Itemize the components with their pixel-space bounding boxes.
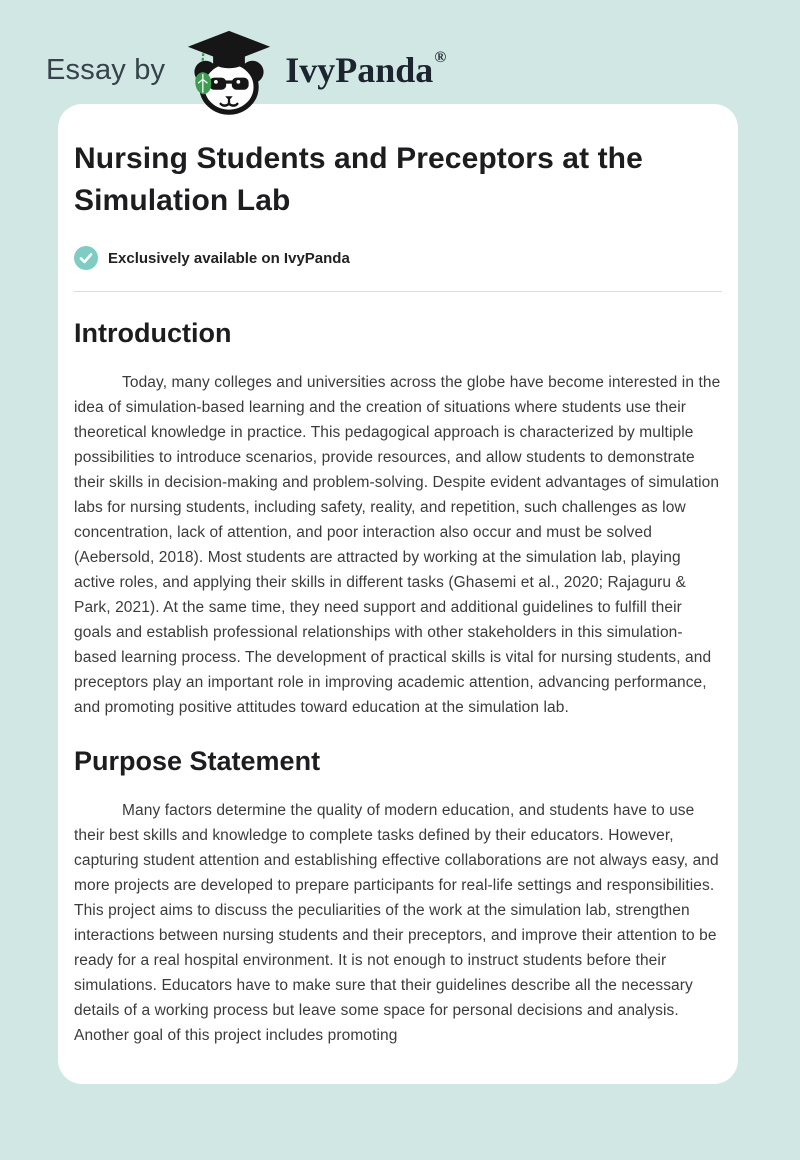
divider: [74, 291, 722, 292]
paragraph: Today, many colleges and universities across the globe have become interested in the idea of simulation-based learning and the creation of situations where students use their theoretical knowledge in practice. This pedagogical approach is characterized by multiple possibilities to introduce scenarios, provide resources, and allow students to demonstrate their skills in decision-making and problem-solving. Despite evident advantages of simulation labs for nursing students, including safety, reality, and repetition, such challenges as low concentration, lack of attention, and poor interaction also occur and must be solved (Aebersold, 2018). Most students are attracted by working at the simulation lab, playing active roles, and applying their skills in different tasks (Ghasemi et al., 2020; Rajaguru & Park, 2021). At the same time, they need support and additional guidelines to fulfill their goals and establish professional relationships with other stakeholders in this simulation-based learning process. The development of practical skills is vital for nursing students, and preceptors play an important role in improving academic attention, advancing performance, and promoting positive attitudes toward education at the simulation lab.: [74, 374, 721, 716]
brand-name[interactable]: [285, 49, 447, 90]
panda-graduate-icon[interactable]: [181, 29, 277, 115]
paragraph: Many factors determine the quality of modern education, and students have to use their best skills and knowledge to complete tasks defined by their educators. However, capturing student attention and establishing effective collaborations are not always easy, and more projects are developed to prepare participants for real-life settings and responsibilities. This project aims to discuss the peculiarities of the work at the simulation lab, strengthen interactions between nursing students and their preceptors, and improve their attention to be ready for a real hospital environment. It is not enough to instruct students before their simulations. Educators have to make sure that their guidelines describe all the necessary details of a working process but leave some space for personal decisions and analysis. Another goal of this project includes promoting: [74, 802, 719, 1044]
exclusive-badge: [74, 246, 722, 270]
brand-name-text: IvyPanda: [285, 50, 434, 90]
essay-by-label: Essay by: [46, 53, 166, 86]
badge-label: Exclusively available on IvyPanda: [108, 249, 350, 267]
article-card: [58, 104, 738, 1084]
page-title: Nursing Students and Preceptors at the Simulation Lab: [74, 142, 643, 217]
section-heading-purpose-statement: Purpose Statement: [74, 746, 321, 776]
registered-mark: ®: [434, 49, 447, 66]
section-heading-introduction: Introduction: [74, 318, 232, 348]
site-header: [0, 0, 800, 104]
check-icon: [74, 246, 98, 270]
